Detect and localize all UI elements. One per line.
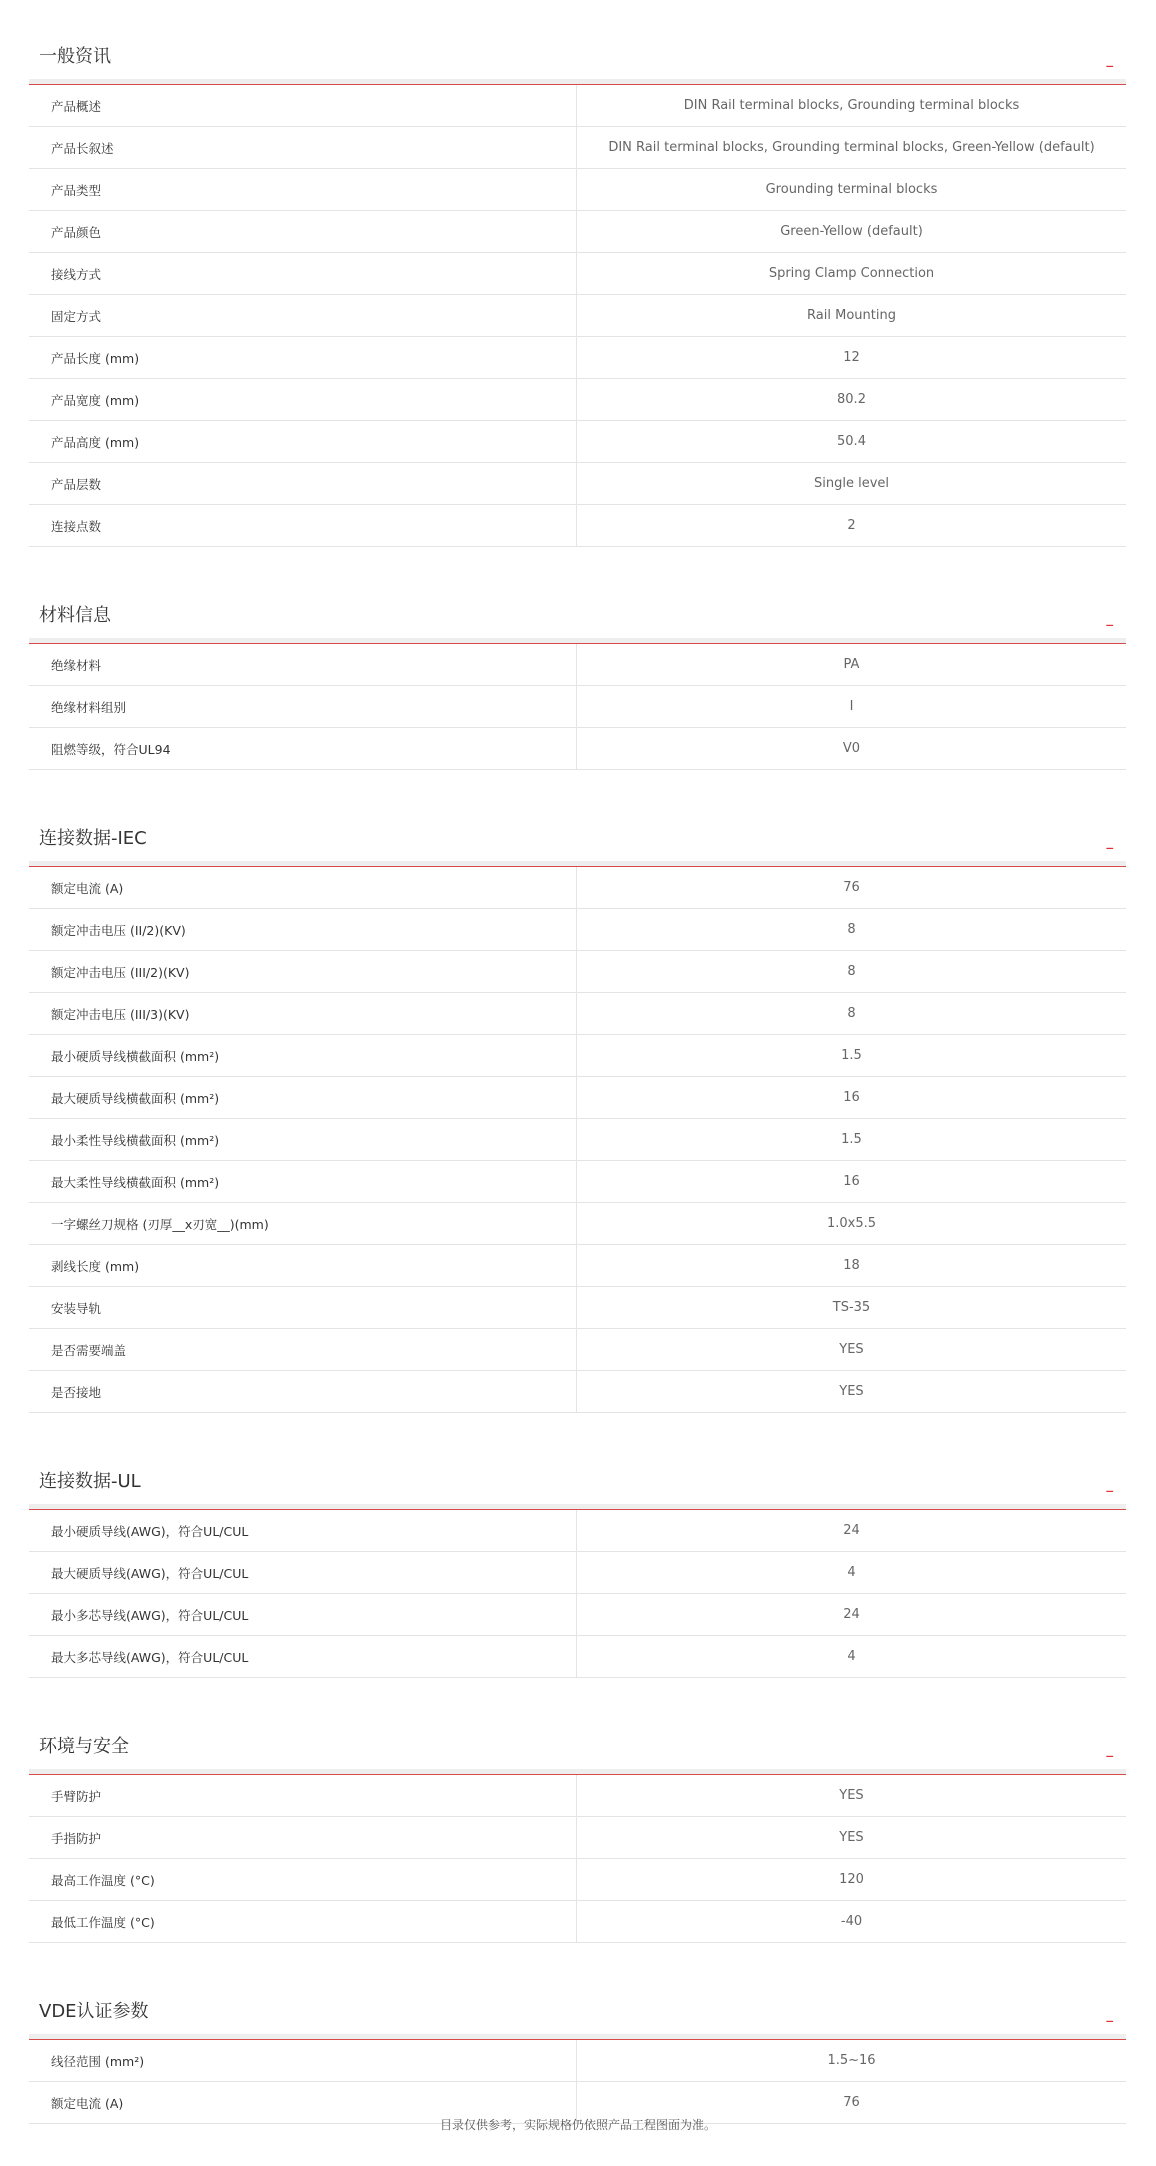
spec-label: 是否需要端盖 xyxy=(29,1329,577,1371)
table-row xyxy=(29,1594,1126,1636)
collapse-minus-icon[interactable]: – xyxy=(1105,56,1114,76)
table-row xyxy=(29,644,1126,686)
table-row xyxy=(29,909,1126,951)
table-row xyxy=(29,1371,1126,1413)
spec-value: 1.5 xyxy=(577,1119,1127,1161)
spec-label: 固定方式 xyxy=(29,295,577,337)
spec-label: 额定电流 (A) xyxy=(29,867,577,909)
spec-table xyxy=(29,867,1126,1413)
spec-value: I xyxy=(577,686,1127,728)
spec-value: Green-Yellow (default) xyxy=(577,211,1127,253)
spec-value: 76 xyxy=(577,867,1127,909)
spec-value: YES xyxy=(577,1371,1127,1413)
table-row xyxy=(29,1636,1126,1678)
spec-value: Spring Clamp Connection xyxy=(577,253,1127,295)
table-row xyxy=(29,337,1126,379)
spec-label: 接线方式 xyxy=(29,253,577,295)
spec-section xyxy=(29,589,1126,770)
spec-label: 额定冲击电压 (II/2)(KV) xyxy=(29,909,577,951)
table-row xyxy=(29,85,1126,127)
spec-sheet xyxy=(29,30,1126,2166)
spec-value: 8 xyxy=(577,909,1127,951)
spec-section xyxy=(29,1720,1126,1943)
section-header xyxy=(29,589,1126,644)
table-row xyxy=(29,1329,1126,1371)
table-row xyxy=(29,686,1126,728)
spec-label: 是否接地 xyxy=(29,1371,577,1413)
spec-label: 剥线长度 (mm) xyxy=(29,1245,577,1287)
table-row xyxy=(29,1552,1126,1594)
table-row xyxy=(29,1287,1126,1329)
spec-value: 8 xyxy=(577,951,1127,993)
spec-table xyxy=(29,644,1126,770)
section-title: 一般资讯 xyxy=(39,46,111,67)
table-row xyxy=(29,253,1126,295)
table-row xyxy=(29,1119,1126,1161)
spec-label: 线径范围 (mm²) xyxy=(29,2040,577,2082)
table-row xyxy=(29,211,1126,253)
table-row xyxy=(29,1859,1126,1901)
spec-label: 最大多芯导线(AWG)，符合UL/CUL xyxy=(29,1636,577,1678)
spec-label: 最大柔性导线横截面积 (mm²) xyxy=(29,1161,577,1203)
table-row xyxy=(29,1161,1126,1203)
spec-label: 最小柔性导线横截面积 (mm²) xyxy=(29,1119,577,1161)
spec-label: 绝缘材料 xyxy=(29,644,577,686)
spec-label: 安装导轨 xyxy=(29,1287,577,1329)
spec-value: Grounding terminal blocks xyxy=(577,169,1127,211)
spec-value: 2 xyxy=(577,505,1127,547)
collapse-minus-icon[interactable]: – xyxy=(1105,1481,1114,1501)
spec-value: V0 xyxy=(577,728,1127,770)
spec-value: 16 xyxy=(577,1161,1127,1203)
spec-label: 额定冲击电压 (III/3)(KV) xyxy=(29,993,577,1035)
table-row xyxy=(29,1203,1126,1245)
spec-label: 产品类型 xyxy=(29,169,577,211)
spec-label: 最低工作温度 (°C) xyxy=(29,1901,577,1943)
collapse-minus-icon[interactable]: – xyxy=(1105,838,1114,858)
spec-label: 最小硬质导线(AWG)，符合UL/CUL xyxy=(29,1510,577,1552)
table-row xyxy=(29,463,1126,505)
spec-label: 产品长叙述 xyxy=(29,127,577,169)
spec-label: 连接点数 xyxy=(29,505,577,547)
table-row xyxy=(29,1077,1126,1119)
table-row xyxy=(29,169,1126,211)
spec-label: 手臂防护 xyxy=(29,1775,577,1817)
spec-value: Single level xyxy=(577,463,1127,505)
spec-value: PA xyxy=(577,644,1127,686)
section-title: 连接数据-UL xyxy=(39,1471,141,1492)
spec-value: 18 xyxy=(577,1245,1127,1287)
table-row xyxy=(29,1035,1126,1077)
spec-value: 12 xyxy=(577,337,1127,379)
spec-value: YES xyxy=(577,1775,1127,1817)
spec-value: 50.4 xyxy=(577,421,1127,463)
section-header xyxy=(29,1455,1126,1510)
table-row xyxy=(29,379,1126,421)
spec-label: 阻燃等级，符合UL94 xyxy=(29,728,577,770)
spec-label: 一字螺丝刀规格 (刃厚__x刃宽__)(mm) xyxy=(29,1203,577,1245)
spec-value: TS-35 xyxy=(577,1287,1127,1329)
spec-section xyxy=(29,1985,1126,2124)
spec-section xyxy=(29,1455,1126,1678)
spec-table xyxy=(29,2040,1126,2124)
spec-value: 1.5~16 xyxy=(577,2040,1127,2082)
table-row xyxy=(29,1775,1126,1817)
spec-value: DIN Rail terminal blocks, Grounding terminal blocks xyxy=(577,85,1127,127)
table-row xyxy=(29,1817,1126,1859)
spec-label: 最小硬质导线横截面积 (mm²) xyxy=(29,1035,577,1077)
spec-value: -40 xyxy=(577,1901,1127,1943)
spec-value: 4 xyxy=(577,1636,1127,1678)
spec-table xyxy=(29,1775,1126,1943)
spec-value: 1.5 xyxy=(577,1035,1127,1077)
spec-table xyxy=(29,85,1126,547)
spec-value: 4 xyxy=(577,1552,1127,1594)
spec-label: 最大硬质导线横截面积 (mm²) xyxy=(29,1077,577,1119)
spec-label: 额定冲击电压 (III/2)(KV) xyxy=(29,951,577,993)
spec-label: 最小多芯导线(AWG)，符合UL/CUL xyxy=(29,1594,577,1636)
spec-value: 8 xyxy=(577,993,1127,1035)
spec-label: 手指防护 xyxy=(29,1817,577,1859)
table-row xyxy=(29,1901,1126,1943)
spec-value: YES xyxy=(577,1329,1127,1371)
table-row xyxy=(29,2040,1126,2082)
spec-value: 120 xyxy=(577,1859,1127,1901)
spec-label: 额定电流 (A) xyxy=(29,2082,577,2124)
section-header xyxy=(29,1720,1126,1775)
table-row xyxy=(29,951,1126,993)
section-header xyxy=(29,30,1126,85)
spec-table xyxy=(29,1510,1126,1678)
spec-label: 产品层数 xyxy=(29,463,577,505)
spec-value: YES xyxy=(577,1817,1127,1859)
spec-label: 产品高度 (mm) xyxy=(29,421,577,463)
spec-label: 绝缘材料组别 xyxy=(29,686,577,728)
table-row xyxy=(29,993,1126,1035)
spec-label: 产品宽度 (mm) xyxy=(29,379,577,421)
spec-label: 产品长度 (mm) xyxy=(29,337,577,379)
section-title: 连接数据-IEC xyxy=(39,828,147,849)
section-title: 材料信息 xyxy=(39,605,111,626)
table-row xyxy=(29,728,1126,770)
section-title: 环境与安全 xyxy=(39,1736,129,1757)
disclaimer-note: 目录仅供参考，实际规格仍依照产品工程图面为准。 xyxy=(439,2118,716,2132)
collapse-minus-icon[interactable]: – xyxy=(1105,615,1114,635)
spec-label: 最高工作温度 (°C) xyxy=(29,1859,577,1901)
table-row xyxy=(29,295,1126,337)
table-row xyxy=(29,1510,1126,1552)
table-row xyxy=(29,127,1126,169)
section-header xyxy=(29,1985,1126,2040)
spec-value: 16 xyxy=(577,1077,1127,1119)
spec-value: 80.2 xyxy=(577,379,1127,421)
spec-value: 1.0x5.5 xyxy=(577,1203,1127,1245)
spec-value: 24 xyxy=(577,1594,1127,1636)
spec-label: 产品颜色 xyxy=(29,211,577,253)
spec-value: 76 xyxy=(577,2082,1127,2124)
spec-section xyxy=(29,812,1126,1413)
spec-label: 最大硬质导线(AWG)，符合UL/CUL xyxy=(29,1552,577,1594)
table-row xyxy=(29,1245,1126,1287)
table-row xyxy=(29,421,1126,463)
spec-value: Rail Mounting xyxy=(577,295,1127,337)
collapse-minus-icon[interactable]: – xyxy=(1105,2011,1114,2031)
collapse-minus-icon[interactable]: – xyxy=(1105,1746,1114,1766)
spec-label: 产品概述 xyxy=(29,85,577,127)
table-row xyxy=(29,867,1126,909)
spec-section xyxy=(29,30,1126,547)
spec-value: 24 xyxy=(577,1510,1127,1552)
section-title: VDE认证参数 xyxy=(39,2001,149,2022)
section-header xyxy=(29,812,1126,867)
table-row xyxy=(29,505,1126,547)
spec-value: DIN Rail terminal blocks, Grounding terminal blocks, Green-Yellow (default) xyxy=(577,127,1127,169)
